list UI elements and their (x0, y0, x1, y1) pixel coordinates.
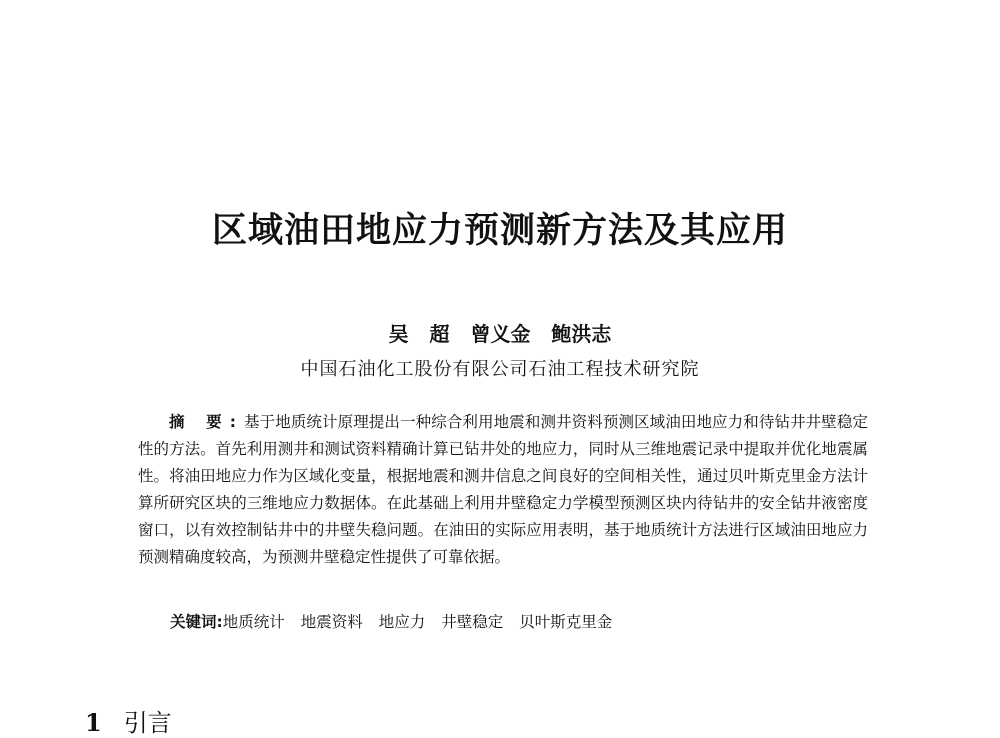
keyword: 贝叶斯克里金 (519, 613, 613, 631)
keywords-label: 关键词: (170, 613, 223, 631)
affiliation: 中国石油化工股份有限公司石油工程技术研究院 (300, 359, 700, 380)
keywords (170, 610, 628, 632)
abstract-label: 摘 要: (169, 413, 244, 431)
section-number: 1 (85, 708, 102, 737)
keyword: 地震资料 (300, 613, 363, 631)
abstract-text: 基于地质统计原理提出一种综合利用地震和测井资料预测区域油田地应力和待钻井井壁稳定性的方法。首先利用测井和测试资料精确计算已钻井处的地应力，同时从三维地震记录中提取并优化地震属性。将油田地应力作为区域化变量，根据地震和测井信息之间良好的空间相关性，通过贝叶斯克里金方法计算所研究区块的三维地应力数据体。在此基础上利用井壁稳定力学模型预测区块内待钻井的安全钻井液密度窗口，以有效控制钻井中的井壁失稳问题。在油田的实际应用表明，基于地质统计方法进行区域油田地应力预测精确度较高，为预测井壁稳定性提供了可靠依据。 (138, 413, 868, 566)
keyword: 井壁稳定 (441, 613, 504, 631)
section-title: 引言 (123, 709, 172, 737)
keyword: 地应力 (378, 613, 426, 631)
keyword: 地质统计 (222, 613, 285, 631)
section-heading (85, 703, 172, 738)
author-list: 吴 超 曾义金 鲍洪志 (388, 322, 612, 346)
abstract (138, 409, 868, 571)
paper-title: 区域油田地应力预测新方法及其应用 (211, 210, 788, 251)
